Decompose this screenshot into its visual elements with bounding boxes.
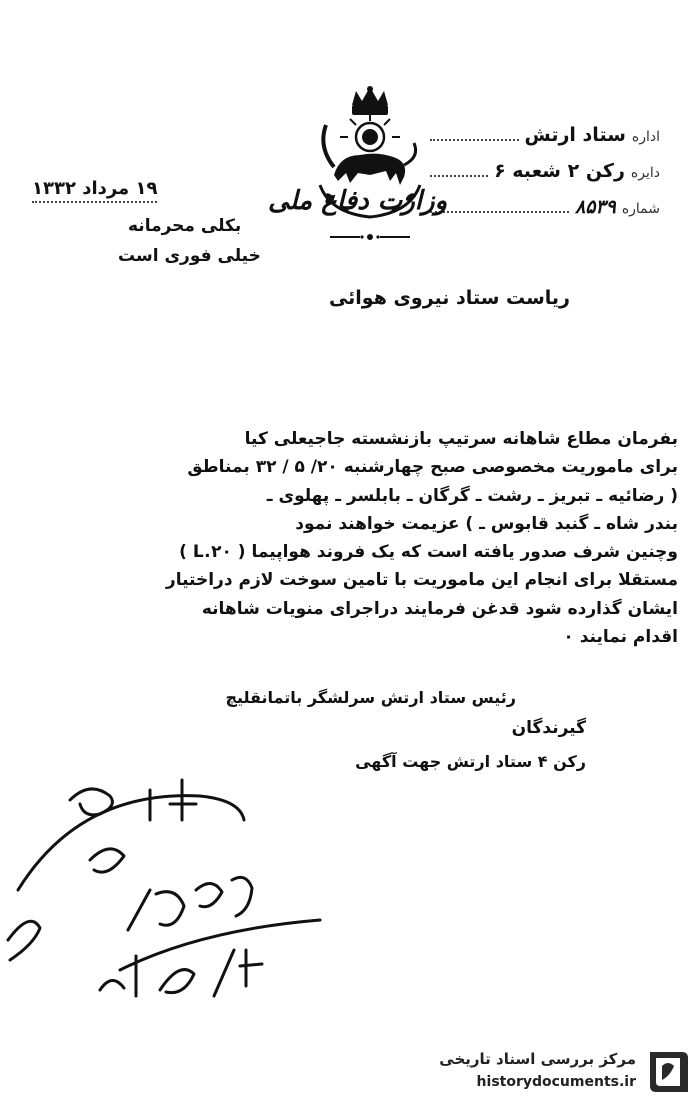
number-row	[430, 196, 660, 218]
letter-body	[58, 425, 678, 651]
body-line: مستقلا برای انجام این ماموریت با تامین سوخت لازم دراختیار	[165, 570, 678, 591]
department-value: رکن ۲ شعبه ۶	[494, 160, 625, 182]
body-line: ( رضائیه ـ تبریز ـ رشت ـ گرگان ـ بابلسر ـ پهلوی ـ	[266, 485, 678, 506]
signature-line: رئیس ستاد ارتش سرلشگر باتمانقلیچ	[225, 688, 516, 707]
body-line: برای ماموریت مخصوصی صبح چهارشنبه ۲۰/ ۵ / ۳۲ بمناطق	[187, 457, 678, 478]
recipients-title: گیرندگان	[511, 718, 586, 738]
body-line: ایشان گذارده شود قدغن فرمایند دراجرای منویات شاهانه	[201, 598, 678, 619]
office-label: اداره	[631, 129, 660, 145]
urgency-text: خیلی فوری است	[118, 246, 261, 266]
body-line: وچنین شرف صدور یافته است که یک فروند هواپیما ( L.۲۰ )	[179, 542, 678, 563]
number-label: شماره	[621, 201, 660, 217]
recipient-title: ریاست ستاد نیروی هوائی	[328, 287, 570, 309]
body-line: بندر شاه ـ گنبد قابوس ـ ) عزیمت خواهند نمود	[295, 513, 678, 534]
office-value: ستاد ارتش	[524, 124, 626, 146]
handwritten-number	[150, 880, 197, 905]
archive-logo-icon	[642, 1046, 692, 1098]
handwritten-fraction	[100, 790, 129, 814]
department-label: دایره	[630, 165, 660, 181]
recipients-line: رکن ۴ ستاد ارتش جهت آگهی	[355, 752, 586, 771]
office-row	[430, 124, 660, 146]
department-row	[430, 160, 660, 182]
classification-text: بکلی محرمانه	[128, 216, 242, 236]
ministry-title: وزارت دفاع ملی	[268, 186, 448, 216]
body-line: بفرمان مطاع شاهانه سرتیپ بازنشسته جاجیعلی کیا	[244, 429, 678, 449]
archive-name: مرکز بررسی اسناد تاریخی	[439, 1050, 636, 1068]
lion-and-sun-emblem-icon	[300, 85, 440, 245]
archive-url: historydocuments.ir	[476, 1074, 636, 1090]
number-value: ۸۵۳۹	[574, 196, 616, 218]
letter-date: ۱۹ مرداد ۱۳۳۲	[32, 178, 157, 203]
handwritten-date	[140, 960, 208, 984]
body-line: اقدام نمایند ٠	[563, 627, 678, 648]
